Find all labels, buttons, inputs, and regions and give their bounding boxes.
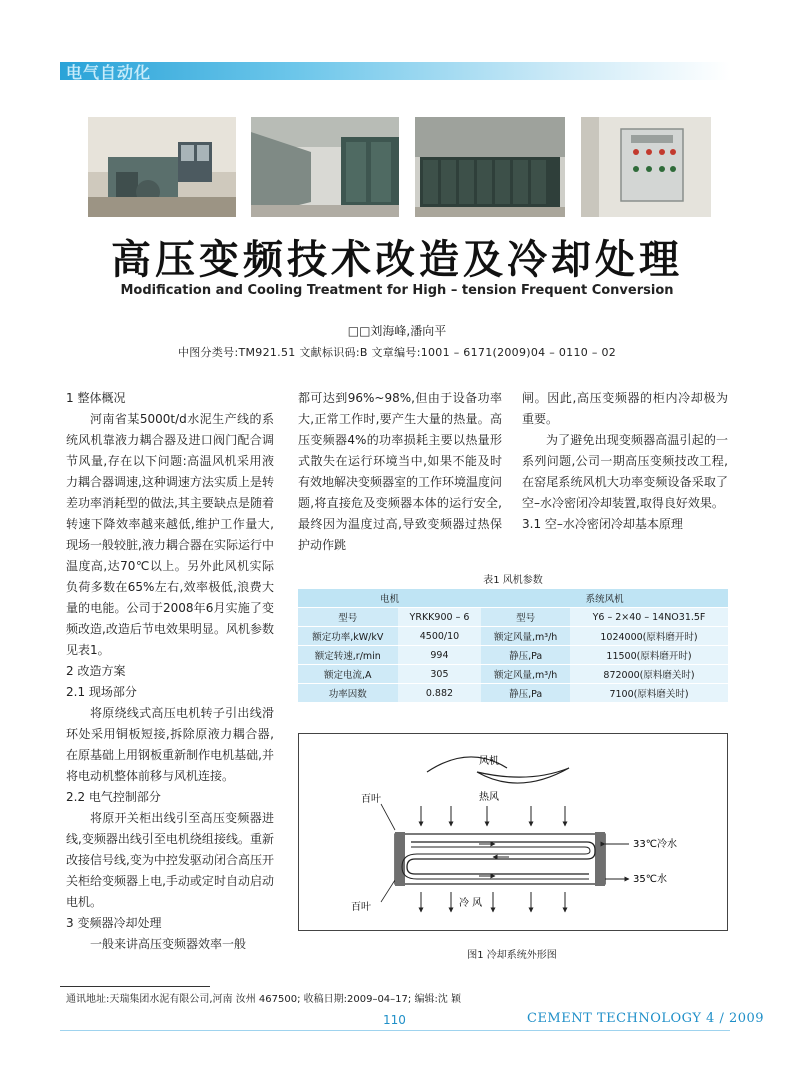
paragraph: 闸。因此,高压变频器的柜内冷却极为重要。 [522,391,728,426]
table-row [298,684,728,703]
paragraph: 将原绕线式高压电机转子引出线滑环处采用铜板短接,拆除原液力耦合器,在原基础上用钢板重新制作电机基础,并将电动机整体前移与风机连接。 [66,706,274,783]
paragraph: 将原开关柜出线引至高压变频器进线,变频器出线引至电机绕组接线。重新改接信号线,变为中控发驱动闭合高压开关柜给变频器上电,手动或定时自动启动电机。 [66,811,274,909]
paragraph: 3.1 空–水冷密闭冷却基本原理 [522,517,683,531]
table-cell: 额定风量,m³/h [481,665,570,684]
photo-corridor-cabinets [251,117,399,217]
photo-inverter-cabinets [415,117,565,217]
fan-parameter-table [298,589,728,703]
table-cell: 功率因数 [298,684,398,703]
text-column-2 [298,388,502,556]
table-cell: 额定功率,kW/kV [298,627,398,646]
footer-divider [60,1030,730,1031]
table-group-header-row [298,589,728,608]
paragraph: 一般来讲高压变频器效率一般 [90,937,247,951]
section-header-bar [60,62,730,80]
label-hot-air: 热风 [479,792,499,803]
table-cell: 11500(原料磨开时) [570,646,728,665]
table-cell: 872000(原料磨关时) [570,665,728,684]
table-cell: 额定风量,m³/h [481,627,570,646]
text-column-3 [522,388,728,535]
paragraph: 2 改造方案 [66,664,126,678]
paragraph: 2.2 电气控制部分 [66,790,161,804]
paragraph: 都可达到96%~98%,但由于设备功率大,正常工作时,要产生大量的热量。高压变频器4%的功率损耗主要以热量形式散失在运行环境当中,如果不能及时有效地解决变频器室的工作环境温度问题,将直接危及变频器本体的运行安全,最终因为温度过高,导致变频器过热保护动作跳 [298,391,503,552]
table-cell: Y6 – 2×40 – 14NO31.5F [570,608,728,627]
table-caption: 表1 风机参数 [483,575,543,586]
table-cell: 额定转速,r/min [298,646,398,665]
article-authors: □□刘海峰,潘向平 [347,324,447,338]
table-row [298,646,728,665]
cooling-system-figure [298,733,728,931]
table-row [298,608,728,627]
journal-name: CEMENT TECHNOLOGY 4 / 2009 [527,1011,765,1026]
article-title: 高压变频技术改造及冷却处理 [111,237,683,283]
table-cell: 994 [398,646,482,665]
figure-caption: 图1 冷却系统外形图 [467,950,557,961]
text-column-1 [66,388,274,955]
footnote-divider [60,986,210,987]
label-water-out: 35℃水 [633,874,667,885]
table-cell: 305 [398,665,482,684]
section-header-label: 电气自动化 [66,63,152,82]
label-louver-bottom: 百叶 [351,902,371,913]
table-row [298,665,728,684]
table-cell: 7100(原料磨关时) [570,684,728,703]
paragraph: 2.1 现场部分 [66,685,137,699]
footnote: 通讯地址:天瑞集团水泥有限公司,河南 汝州 467500; 收稿日期:2009–04–17; 编辑:沈 颖 [66,994,461,1005]
table-cell: YRKK900 – 6 [398,608,482,627]
table-group-header: 电机 [298,589,481,608]
paragraph: 为了避免出现变频器高温引起的一系列问题,公司一期高压变频技改工程,在窑尾系统风机大功率变频设备采取了空–水冷密闭冷却装置,取得良好效果。 [522,433,728,510]
table-cell: 静压,Pa [481,646,570,665]
photo-control-box [581,117,711,217]
label-fan: 风机 [479,756,499,767]
table-cell: 静压,Pa [481,684,570,703]
table-cell: 型号 [481,608,570,627]
table-cell: 型号 [298,608,398,627]
table-cell: 1024000(原料磨开时) [570,627,728,646]
table-cell: 额定电流,A [298,665,398,684]
table-cell: 0.882 [398,684,482,703]
paragraph: 河南省某5000t/d水泥生产线的系统风机靠液力耦合器及进口阀门配合调节风量,存在以下问题:高温风机采用液力耦合器调速,这种调速方法实质上是转差功率消耗型的做法,其主要缺点是随着转速下降效率越来越低,维护工作量大,现场一般较脏,液力耦合器在实际运行中温度高,达70℃以上。另外此风机实际负荷多数在65%左右,效率极低,浪费大量的电能。公司于2008年6月实施了变频改造,改造后节电效果明显。风机参数见表1。 [66,412,274,657]
label-cold-air: 冷 风 [459,898,483,909]
table-group-header: 系统风机 [481,589,728,608]
label-water-in: 33℃冷水 [633,839,677,850]
classification-line: 中图分类号:TM921.51 文献标识码:B 文章编号:1001 – 6171(2009)04 – 0110 – 02 [177,346,617,359]
photo-building-exterior [88,117,236,217]
paragraph: 3 变频器冷却处理 [66,916,162,930]
table-cell: 4500/10 [398,627,482,646]
page-number: 110 [383,1013,406,1027]
label-louver-top: 百叶 [361,794,381,805]
table-row [298,627,728,646]
paragraph: 1 整体概况 [66,391,126,405]
article-subtitle: Modification and Cooling Treatment for High – tension Frequent Conversion [120,283,674,298]
